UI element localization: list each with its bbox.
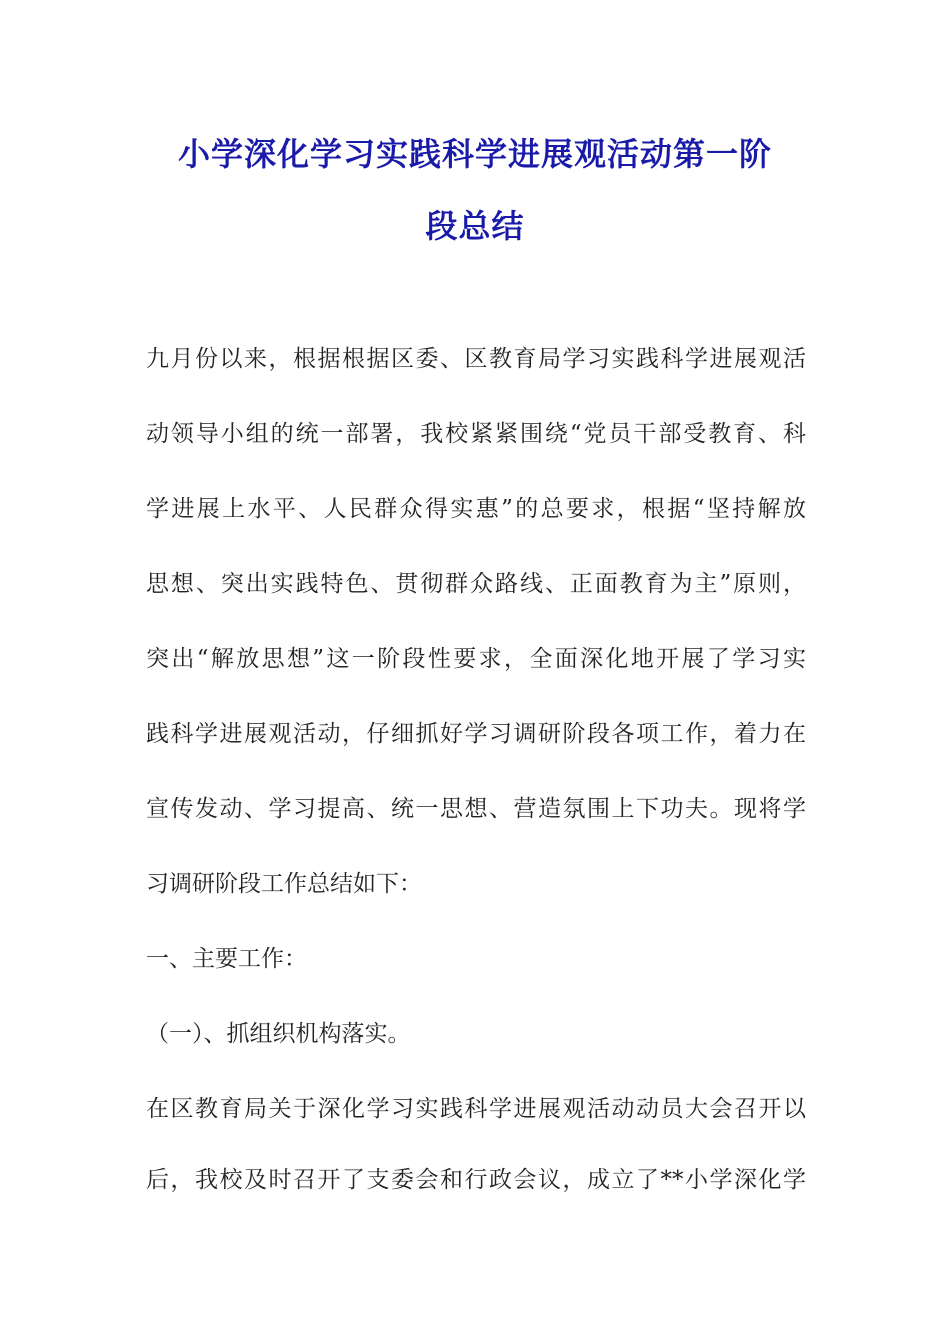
document-title-line-1: 小学深化学习实践科学进展观活动第一阶 (177, 135, 772, 173)
body-line: 后，我校及时召开了支委会和行政会议，成立了**小学深化学 (146, 1167, 806, 1193)
subsection-heading: （一）、抓组织机构落实。 (146, 1021, 411, 1047)
body-line: 学进展上水平、人民群众得实惠”的总要求，根据“坚持解放 (146, 496, 806, 522)
body-line: 动领导小组的统一部署，我校紧紧围绕“党员干部受教育、科 (146, 421, 806, 447)
body-line: 突出“解放思想”这一阶段性要求，全面深化地开展了学习实 (146, 646, 806, 672)
body-line: 在区教育局关于深化学习实践科学进展观活动动员大会召开以 (146, 1096, 806, 1122)
body-line: 九月份以来，根据根据区委、区教育局学习实践科学进展观活 (146, 346, 806, 372)
document-title-line-2: 段总结 (425, 207, 525, 245)
body-line: 宣传发动、学习提高、统一思想、营造氛围上下功夫。现将学 (146, 796, 806, 822)
body-line: 习调研阶段工作总结如下： (146, 871, 422, 897)
body-line: 思想、突出实践特色、贯彻群众路线、正面教育为主”原则， (146, 571, 806, 597)
section-heading: 一、主要工作： (146, 946, 307, 972)
body-line: 践科学进展观活动，仔细抓好学习调研阶段各项工作，着力在 (146, 721, 806, 747)
